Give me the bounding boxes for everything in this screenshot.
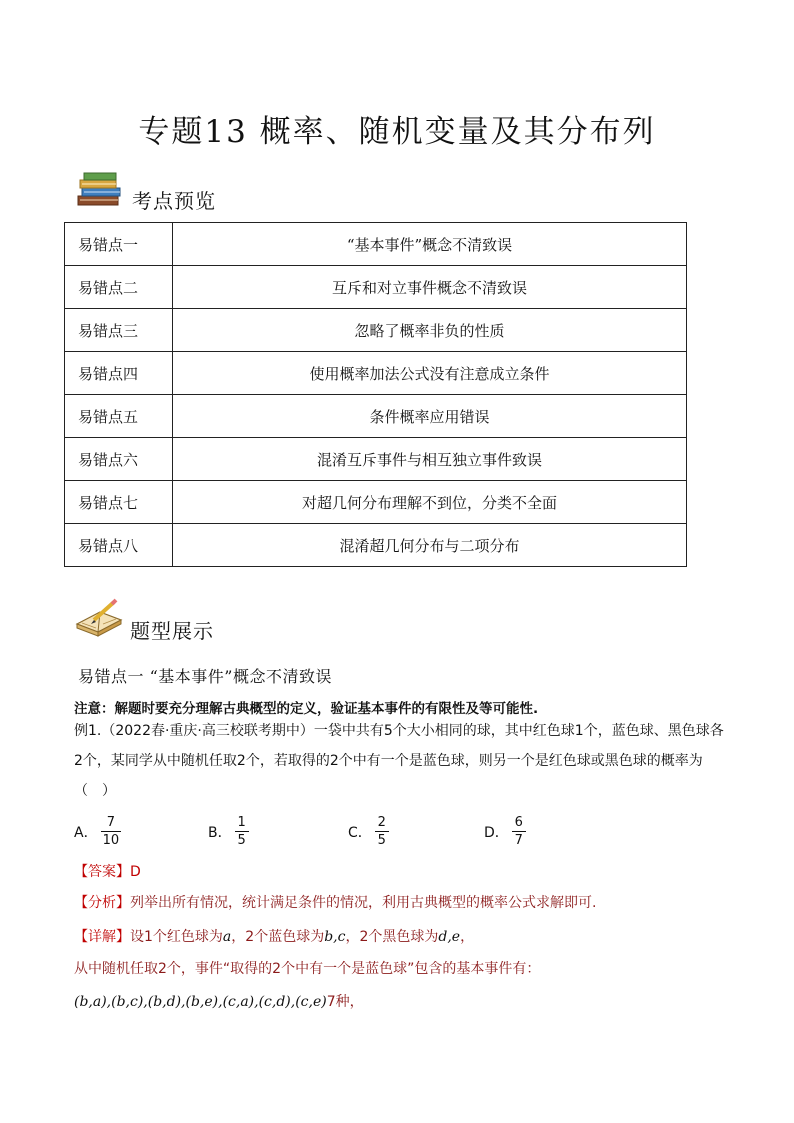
answer-value: D <box>130 864 141 880</box>
desc-cell: 互斥和对立事件概念不清致误 <box>173 266 687 309</box>
detail-tag: 【详解】 <box>74 929 130 945</box>
table-row <box>65 309 687 352</box>
option-label: D． <box>484 824 509 841</box>
point-cell: 易错点二 <box>65 266 173 309</box>
table-row <box>65 438 687 481</box>
point-cell: 易错点一 <box>65 223 173 266</box>
denominator: 5 <box>237 833 246 848</box>
numerator: 7 <box>106 815 115 830</box>
table-row <box>65 395 687 438</box>
table-row <box>65 481 687 524</box>
detail-text-a: 设1个红色球为 <box>130 929 223 945</box>
var-a: a <box>222 929 232 945</box>
answer-tag: 【答案】 <box>74 864 130 880</box>
open-book-pencil-icon <box>74 598 124 644</box>
analysis-text: 列举出所有情况，统计满足条件的情况，利用古典概型的概率公式求解即可. <box>130 895 597 911</box>
denominator: 10 <box>102 833 120 848</box>
desc-cell: 使用概率加法公式没有注意成立条件 <box>173 352 687 395</box>
page-title: 专题13 概率、随机变量及其分布列 <box>138 114 656 150</box>
var-bc: b,c <box>324 929 346 945</box>
section-header-preview <box>74 170 216 214</box>
point-cell: 易错点四 <box>65 352 173 395</box>
section-label-preview: 考点预览 <box>132 189 216 213</box>
example-text: 例1.（2022春·重庆·高三校联考期中）一袋中共有5个大小相同的球，其中红色球1个，蓝色球、黑色球各2个，某同学从中随机任取2个，若取得的2个中有一个是蓝色球，则另一个是红色球或黑色球的概率为（ ） <box>74 723 724 799</box>
analysis-line <box>74 892 596 912</box>
option-fraction <box>236 815 248 848</box>
option-c <box>348 815 388 848</box>
desc-cell: 忽略了概率非负的性质 <box>173 309 687 352</box>
var-de: d,e <box>438 929 461 945</box>
detail-text-b: ，2个蓝色球为 <box>231 929 325 945</box>
option-fraction <box>513 815 525 848</box>
section-label-types: 题型展示 <box>130 619 214 643</box>
preview-table <box>64 222 687 567</box>
option-a <box>74 815 120 848</box>
detail-line-3 <box>74 991 364 1011</box>
denominator: 7 <box>514 833 523 848</box>
option-fraction <box>376 815 388 848</box>
numerator: 2 <box>377 815 386 830</box>
option-b <box>208 815 248 848</box>
section-header-types <box>74 598 214 644</box>
point-cell: 易错点七 <box>65 481 173 524</box>
option-label: A． <box>74 824 98 841</box>
event-list: (b,a),(b,c),(b,d),(b,e),(c,a),(c,d),(c,e) <box>74 994 327 1010</box>
option-d <box>484 815 525 848</box>
books-icon <box>74 170 126 214</box>
point-cell: 易错点五 <box>65 395 173 438</box>
table-row <box>65 352 687 395</box>
option-label: C． <box>348 824 372 841</box>
point-cell: 易错点八 <box>65 524 173 567</box>
answer-line <box>74 861 141 881</box>
detail-text-d: ， <box>460 929 475 945</box>
detail-text-c: ，2个黑色球为 <box>345 929 439 945</box>
desc-cell: 混淆超几何分布与二项分布 <box>173 524 687 567</box>
desc-cell: “基本事件”概念不清致误 <box>173 223 687 266</box>
event-count: 7种， <box>326 994 364 1010</box>
option-fraction <box>102 815 121 848</box>
table-row <box>65 524 687 567</box>
note-text: 注意：解题时要充分理解古典概型的定义，验证基本事件的有限性及等可能性. <box>74 701 539 717</box>
desc-cell: 条件概率应用错误 <box>173 395 687 438</box>
numerator: 6 <box>514 815 523 830</box>
table-row <box>65 266 687 309</box>
numerator: 1 <box>237 815 246 830</box>
table-row <box>65 223 687 266</box>
detail-line-2: 从中随机任取2个，事件“取得的2个中有一个是蓝色球”包含的基本事件有： <box>74 961 541 977</box>
desc-cell: 对超几何分布理解不到位，分类不全面 <box>173 481 687 524</box>
denominator: 5 <box>377 833 386 848</box>
desc-cell: 混淆互斥事件与相互独立事件致误 <box>173 438 687 481</box>
option-label: B． <box>208 824 232 841</box>
point-cell: 易错点六 <box>65 438 173 481</box>
detail-line-1 <box>74 926 474 946</box>
analysis-tag: 【分析】 <box>74 895 130 911</box>
subheading: 易错点一 “基本事件”概念不清致误 <box>78 667 332 686</box>
point-cell: 易错点三 <box>65 309 173 352</box>
